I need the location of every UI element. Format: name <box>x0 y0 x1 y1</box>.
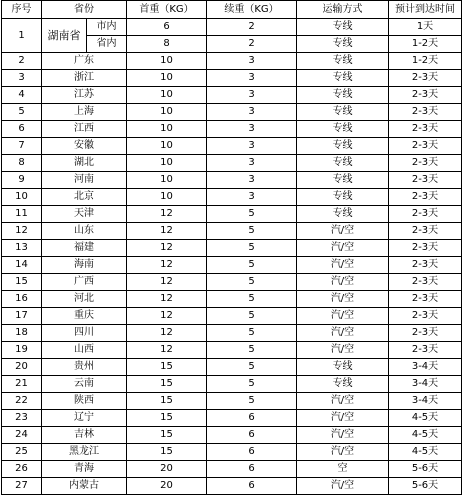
province-cell: 北京 <box>42 189 127 206</box>
first-weight-cell: 12 <box>127 291 207 308</box>
transport-method-cell: 汽/空 <box>297 444 389 461</box>
transport-method-cell: 专线 <box>297 70 389 87</box>
arrival-time-cell: 4-5天 <box>389 444 462 461</box>
province-cell: 山西 <box>42 342 127 359</box>
table-row <box>2 342 462 359</box>
transport-method-cell: 专线 <box>297 359 389 376</box>
arrival-time-cell: 2-3天 <box>389 325 462 342</box>
table-row <box>2 308 462 325</box>
shipping-rate-table <box>1 0 462 495</box>
arrival-time-cell: 2-3天 <box>389 223 462 240</box>
province-cell: 黑龙江 <box>42 444 127 461</box>
table-row <box>2 104 462 121</box>
continued-weight-cell: 5 <box>207 308 297 325</box>
first-weight-cell: 15 <box>127 359 207 376</box>
row-no: 19 <box>2 342 42 359</box>
province-cell: 山东 <box>42 223 127 240</box>
row-no: 14 <box>2 257 42 274</box>
first-weight-cell: 15 <box>127 444 207 461</box>
continued-weight-cell: 5 <box>207 291 297 308</box>
first-weight-cell: 8 <box>127 36 207 53</box>
row-no: 6 <box>2 121 42 138</box>
row-no: 24 <box>2 427 42 444</box>
header-transport-method: 运输方式 <box>297 1 389 19</box>
table-row <box>2 359 462 376</box>
table-row <box>2 410 462 427</box>
province-cell: 天津 <box>42 206 127 223</box>
first-weight-cell: 15 <box>127 393 207 410</box>
table-row <box>2 172 462 189</box>
table-row <box>2 19 462 36</box>
arrival-time-cell: 2-3天 <box>389 206 462 223</box>
arrival-time-cell: 2-3天 <box>389 121 462 138</box>
continued-weight-cell: 3 <box>207 155 297 172</box>
transport-method-cell: 汽/空 <box>297 257 389 274</box>
continued-weight-cell: 5 <box>207 393 297 410</box>
first-weight-cell: 10 <box>127 70 207 87</box>
continued-weight-cell: 5 <box>207 206 297 223</box>
table-row <box>2 138 462 155</box>
table-row <box>2 444 462 461</box>
transport-method-cell: 专线 <box>297 206 389 223</box>
transport-method-cell: 汽/空 <box>297 393 389 410</box>
first-weight-cell: 12 <box>127 223 207 240</box>
province-cell: 重庆 <box>42 308 127 325</box>
continued-weight-cell: 5 <box>207 223 297 240</box>
first-weight-cell: 12 <box>127 257 207 274</box>
table-row <box>2 325 462 342</box>
transport-method-cell: 专线 <box>297 121 389 138</box>
province-cell: 河北 <box>42 291 127 308</box>
arrival-time-cell: 2-3天 <box>389 291 462 308</box>
first-weight-cell: 10 <box>127 121 207 138</box>
row-no: 7 <box>2 138 42 155</box>
row-no: 4 <box>2 87 42 104</box>
continued-weight-cell: 5 <box>207 376 297 393</box>
transport-method-cell: 汽/空 <box>297 240 389 257</box>
header-estimated-arrival: 预计到达时间 <box>389 1 462 19</box>
arrival-time-cell: 3-4天 <box>389 376 462 393</box>
table-row <box>2 478 462 495</box>
row-no: 10 <box>2 189 42 206</box>
table-row <box>2 189 462 206</box>
transport-method-cell: 汽/空 <box>297 410 389 427</box>
continued-weight-cell: 5 <box>207 257 297 274</box>
row-no: 25 <box>2 444 42 461</box>
province-cell: 辽宁 <box>42 410 127 427</box>
header-no: 序号 <box>2 1 42 19</box>
row-no: 18 <box>2 325 42 342</box>
transport-method-cell: 汽/空 <box>297 291 389 308</box>
continued-weight-cell: 6 <box>207 478 297 495</box>
row-no: 23 <box>2 410 42 427</box>
province-cell: 上海 <box>42 104 127 121</box>
province-cell: 陕西 <box>42 393 127 410</box>
province-cell: 浙江 <box>42 70 127 87</box>
first-weight-cell: 15 <box>127 376 207 393</box>
transport-method-cell: 专线 <box>297 87 389 104</box>
continued-weight-cell: 3 <box>207 53 297 70</box>
table-row <box>2 240 462 257</box>
arrival-time-cell: 1天 <box>389 19 462 36</box>
province-cell: 江苏 <box>42 87 127 104</box>
first-weight-cell: 12 <box>127 342 207 359</box>
province-cell: 安徽 <box>42 138 127 155</box>
province-cell: 贵州 <box>42 359 127 376</box>
table-row <box>2 427 462 444</box>
first-weight-cell: 10 <box>127 172 207 189</box>
row-no: 15 <box>2 274 42 291</box>
continued-weight-cell: 6 <box>207 461 297 478</box>
arrival-time-cell: 2-3天 <box>389 138 462 155</box>
arrival-time-cell: 1-2天 <box>389 36 462 53</box>
continued-weight-cell: 5 <box>207 325 297 342</box>
arrival-time-cell: 3-4天 <box>389 359 462 376</box>
arrival-time-cell: 2-3天 <box>389 308 462 325</box>
sub-area-cell: 省内 <box>87 36 127 53</box>
sub-area-cell: 市内 <box>87 19 127 36</box>
province-cell: 广西 <box>42 274 127 291</box>
row-no: 1 <box>2 19 42 53</box>
continued-weight-cell: 5 <box>207 274 297 291</box>
table-row <box>2 291 462 308</box>
province-cell: 湖南省 <box>42 19 87 53</box>
transport-method-cell: 专线 <box>297 53 389 70</box>
transport-method-cell: 汽/空 <box>297 223 389 240</box>
province-cell: 青海 <box>42 461 127 478</box>
first-weight-cell: 12 <box>127 274 207 291</box>
table-row <box>2 393 462 410</box>
header-row <box>2 1 462 19</box>
transport-method-cell: 专线 <box>297 172 389 189</box>
header-province: 省份 <box>42 1 127 19</box>
continued-weight-cell: 3 <box>207 121 297 138</box>
continued-weight-cell: 3 <box>207 138 297 155</box>
row-no: 17 <box>2 308 42 325</box>
continued-weight-cell: 2 <box>207 19 297 36</box>
table-row <box>2 206 462 223</box>
transport-method-cell: 汽/空 <box>297 274 389 291</box>
continued-weight-cell: 6 <box>207 410 297 427</box>
transport-method-cell: 汽/空 <box>297 478 389 495</box>
first-weight-cell: 10 <box>127 155 207 172</box>
first-weight-cell: 20 <box>127 461 207 478</box>
table-row <box>2 257 462 274</box>
continued-weight-cell: 5 <box>207 359 297 376</box>
transport-method-cell: 汽/空 <box>297 427 389 444</box>
arrival-time-cell: 3-4天 <box>389 393 462 410</box>
continued-weight-cell: 3 <box>207 104 297 121</box>
table-row <box>2 87 462 104</box>
continued-weight-cell: 5 <box>207 240 297 257</box>
province-cell: 云南 <box>42 376 127 393</box>
province-cell: 海南 <box>42 257 127 274</box>
transport-method-cell: 空 <box>297 461 389 478</box>
first-weight-cell: 10 <box>127 138 207 155</box>
continued-weight-cell: 3 <box>207 172 297 189</box>
first-weight-cell: 10 <box>127 189 207 206</box>
continued-weight-cell: 5 <box>207 342 297 359</box>
table-body <box>2 19 462 495</box>
row-no: 16 <box>2 291 42 308</box>
province-cell: 福建 <box>42 240 127 257</box>
transport-method-cell: 汽/空 <box>297 325 389 342</box>
row-no: 12 <box>2 223 42 240</box>
row-no: 11 <box>2 206 42 223</box>
first-weight-cell: 20 <box>127 478 207 495</box>
arrival-time-cell: 2-3天 <box>389 155 462 172</box>
row-no: 27 <box>2 478 42 495</box>
row-no: 22 <box>2 393 42 410</box>
arrival-time-cell: 1-2天 <box>389 53 462 70</box>
continued-weight-cell: 3 <box>207 87 297 104</box>
continued-weight-cell: 3 <box>207 70 297 87</box>
table-row <box>2 70 462 87</box>
row-no: 2 <box>2 53 42 70</box>
arrival-time-cell: 4-5天 <box>389 427 462 444</box>
table-row <box>2 53 462 70</box>
arrival-time-cell: 2-3天 <box>389 70 462 87</box>
table-row <box>2 121 462 138</box>
arrival-time-cell: 2-3天 <box>389 104 462 121</box>
transport-method-cell: 专线 <box>297 36 389 53</box>
first-weight-cell: 12 <box>127 206 207 223</box>
arrival-time-cell: 2-3天 <box>389 257 462 274</box>
table-row <box>2 155 462 172</box>
table-row <box>2 223 462 240</box>
row-no: 9 <box>2 172 42 189</box>
province-cell: 广东 <box>42 53 127 70</box>
arrival-time-cell: 2-3天 <box>389 342 462 359</box>
first-weight-cell: 15 <box>127 410 207 427</box>
continued-weight-cell: 3 <box>207 189 297 206</box>
row-no: 26 <box>2 461 42 478</box>
transport-method-cell: 专线 <box>297 376 389 393</box>
row-no: 20 <box>2 359 42 376</box>
header-continued-weight: 续重（KG） <box>207 1 297 19</box>
arrival-time-cell: 2-3天 <box>389 240 462 257</box>
first-weight-cell: 12 <box>127 308 207 325</box>
arrival-time-cell: 5-6天 <box>389 461 462 478</box>
transport-method-cell: 专线 <box>297 104 389 121</box>
table-row <box>2 376 462 393</box>
transport-method-cell: 专线 <box>297 155 389 172</box>
row-no: 3 <box>2 70 42 87</box>
first-weight-cell: 15 <box>127 427 207 444</box>
row-no: 8 <box>2 155 42 172</box>
arrival-time-cell: 2-3天 <box>389 172 462 189</box>
table-row <box>2 274 462 291</box>
continued-weight-cell: 2 <box>207 36 297 53</box>
first-weight-cell: 12 <box>127 325 207 342</box>
arrival-time-cell: 4-5天 <box>389 410 462 427</box>
arrival-time-cell: 2-3天 <box>389 189 462 206</box>
arrival-time-cell: 5-6天 <box>389 478 462 495</box>
transport-method-cell: 专线 <box>297 19 389 36</box>
province-cell: 湖北 <box>42 155 127 172</box>
arrival-time-cell: 2-3天 <box>389 87 462 104</box>
continued-weight-cell: 6 <box>207 444 297 461</box>
province-cell: 吉林 <box>42 427 127 444</box>
first-weight-cell: 10 <box>127 53 207 70</box>
transport-method-cell: 专线 <box>297 138 389 155</box>
row-no: 21 <box>2 376 42 393</box>
row-no: 13 <box>2 240 42 257</box>
first-weight-cell: 12 <box>127 240 207 257</box>
first-weight-cell: 10 <box>127 104 207 121</box>
first-weight-cell: 6 <box>127 19 207 36</box>
province-cell: 江西 <box>42 121 127 138</box>
province-cell: 内蒙古 <box>42 478 127 495</box>
province-cell: 四川 <box>42 325 127 342</box>
transport-method-cell: 专线 <box>297 189 389 206</box>
transport-method-cell: 汽/空 <box>297 342 389 359</box>
arrival-time-cell: 2-3天 <box>389 274 462 291</box>
first-weight-cell: 10 <box>127 87 207 104</box>
row-no: 5 <box>2 104 42 121</box>
header-first-weight: 首重（KG） <box>127 1 207 19</box>
table-row <box>2 461 462 478</box>
transport-method-cell: 汽/空 <box>297 308 389 325</box>
continued-weight-cell: 6 <box>207 427 297 444</box>
province-cell: 河南 <box>42 172 127 189</box>
